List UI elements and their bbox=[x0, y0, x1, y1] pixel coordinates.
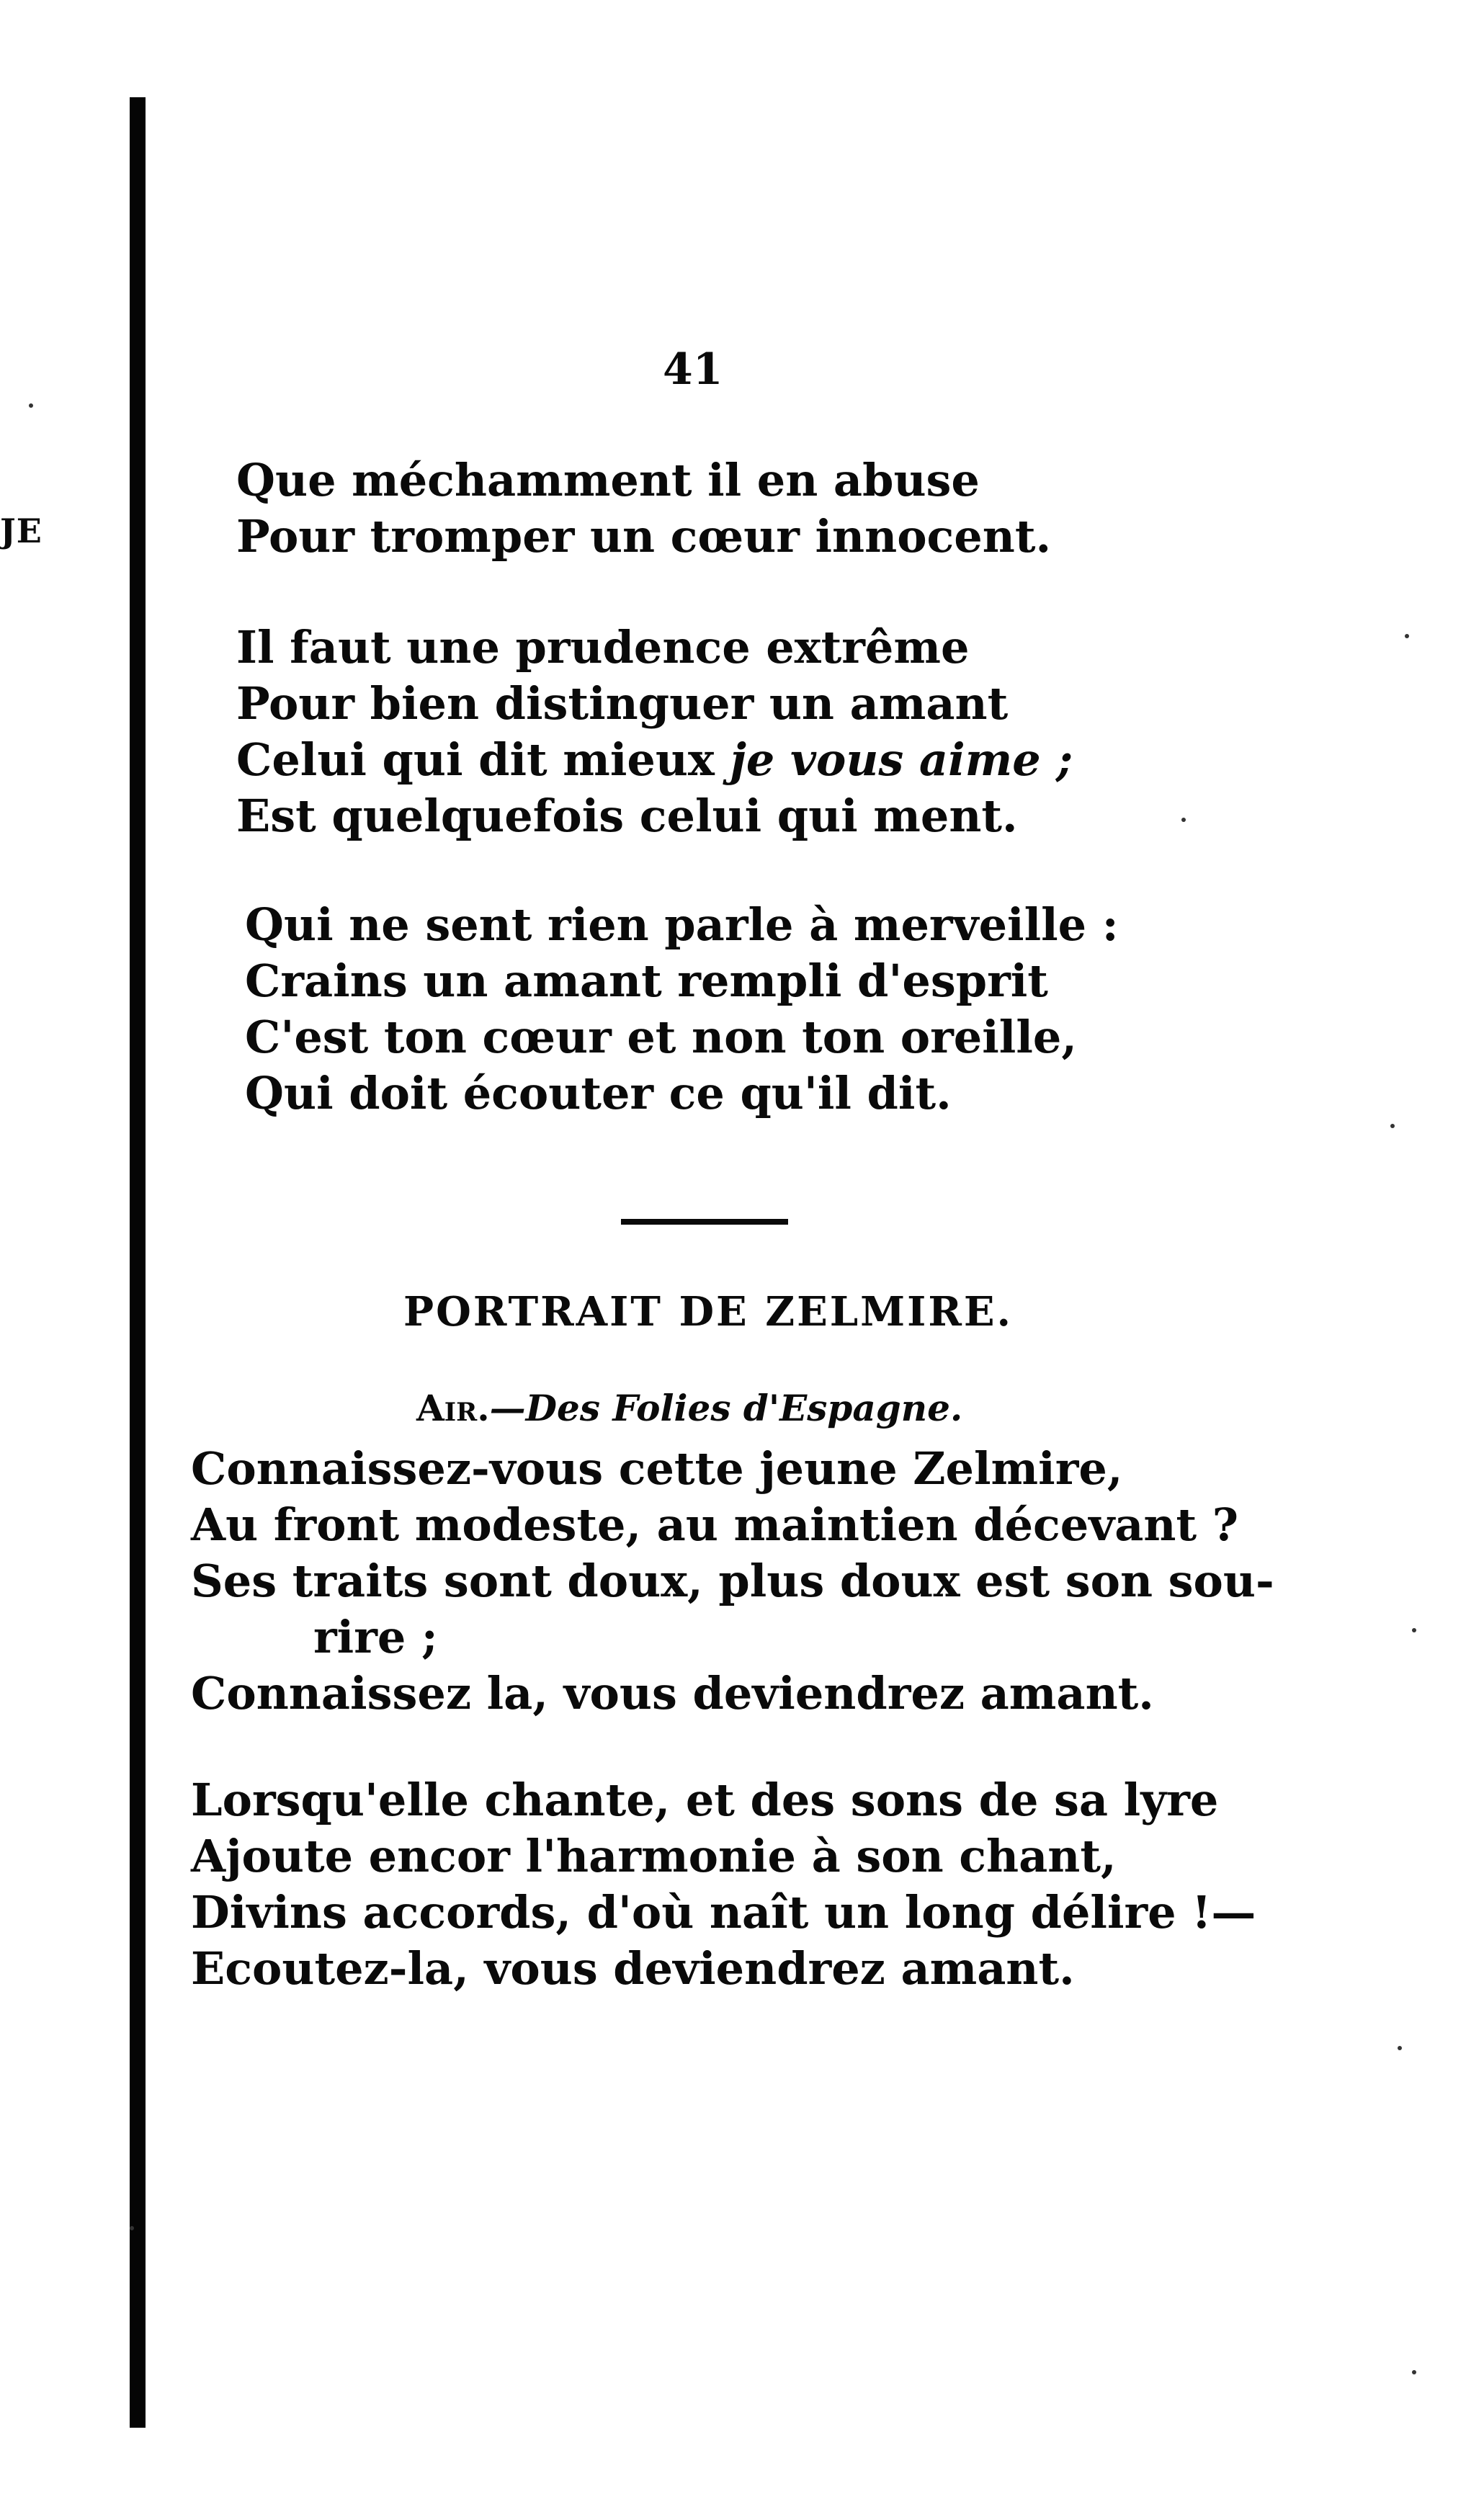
verse-line bbox=[236, 732, 1073, 788]
verse-italic-text: je vous aime ; bbox=[730, 733, 1073, 786]
verse-line: Qui ne sent rien parle à merveille : bbox=[245, 898, 1119, 951]
scan-speck bbox=[1412, 1628, 1416, 1632]
verse-line: Ajoute encor l'harmonie à son chant, bbox=[191, 1830, 1117, 1882]
verse-text: Celui qui dit mieux bbox=[236, 733, 730, 786]
verse-line: Est quelquefois celui qui ment. bbox=[236, 790, 1018, 842]
stanza bbox=[236, 452, 1051, 565]
scan-speck bbox=[1181, 818, 1186, 822]
verse-line: Qui doit écouter ce qu'il dit. bbox=[245, 1067, 952, 1119]
verse-line: Lorsqu'elle chante, et des sons de sa lyre bbox=[191, 1774, 1219, 1826]
scan-speck bbox=[1412, 2370, 1416, 2374]
verse-line: Il faut une prudence extrême bbox=[236, 621, 970, 674]
air-indication bbox=[416, 1387, 962, 1429]
verse-line: Connaissez la, vous deviendrez amant. bbox=[191, 1667, 1154, 1720]
facing-page-fragment: JE bbox=[0, 511, 43, 550]
verse-line: Pour tromper un cœur innocent. bbox=[236, 510, 1052, 563]
verse-line-continuation: rire ; bbox=[313, 1611, 438, 1663]
air-prefix: Air. bbox=[416, 1387, 490, 1429]
air-text: —Des Folies d'Espagne. bbox=[489, 1387, 963, 1429]
scan-speck bbox=[1390, 1124, 1395, 1128]
scan-speck bbox=[29, 403, 33, 408]
song-title: PORTRAIT DE ZELMIRE. bbox=[403, 1288, 1014, 1336]
stanza bbox=[191, 1772, 1256, 1997]
stanza bbox=[191, 1441, 1274, 1722]
scan-speck bbox=[130, 2226, 134, 2230]
verse-line: Ecoutez-la, vous deviendrez amant. bbox=[191, 1942, 1075, 1995]
verse-line: Pour bien distinguer un amant bbox=[236, 677, 1009, 730]
verse-line: Divins accords, d'où naît un long délire !— bbox=[191, 1886, 1256, 1939]
section-divider bbox=[621, 1219, 788, 1225]
verse-line: Que méchamment il en abuse bbox=[236, 454, 980, 506]
stanza bbox=[245, 897, 1119, 1122]
scan-speck bbox=[1405, 634, 1409, 638]
binding-edge bbox=[130, 97, 146, 2428]
scan-speck bbox=[1398, 2046, 1402, 2050]
stanza bbox=[236, 620, 1073, 844]
verse-line: Ses traits sont doux, plus doux est son sou- bbox=[191, 1555, 1274, 1607]
page-number: 41 bbox=[663, 344, 723, 395]
verse-line: Au front modeste, au maintien décevant ? bbox=[191, 1498, 1239, 1551]
verse-line: Connaissez-vous cette jeune Zelmire, bbox=[191, 1442, 1123, 1495]
verse-line: Crains un amant rempli d'esprit bbox=[245, 955, 1048, 1007]
verse-line: C'est ton cœur et non ton oreille, bbox=[245, 1011, 1077, 1063]
